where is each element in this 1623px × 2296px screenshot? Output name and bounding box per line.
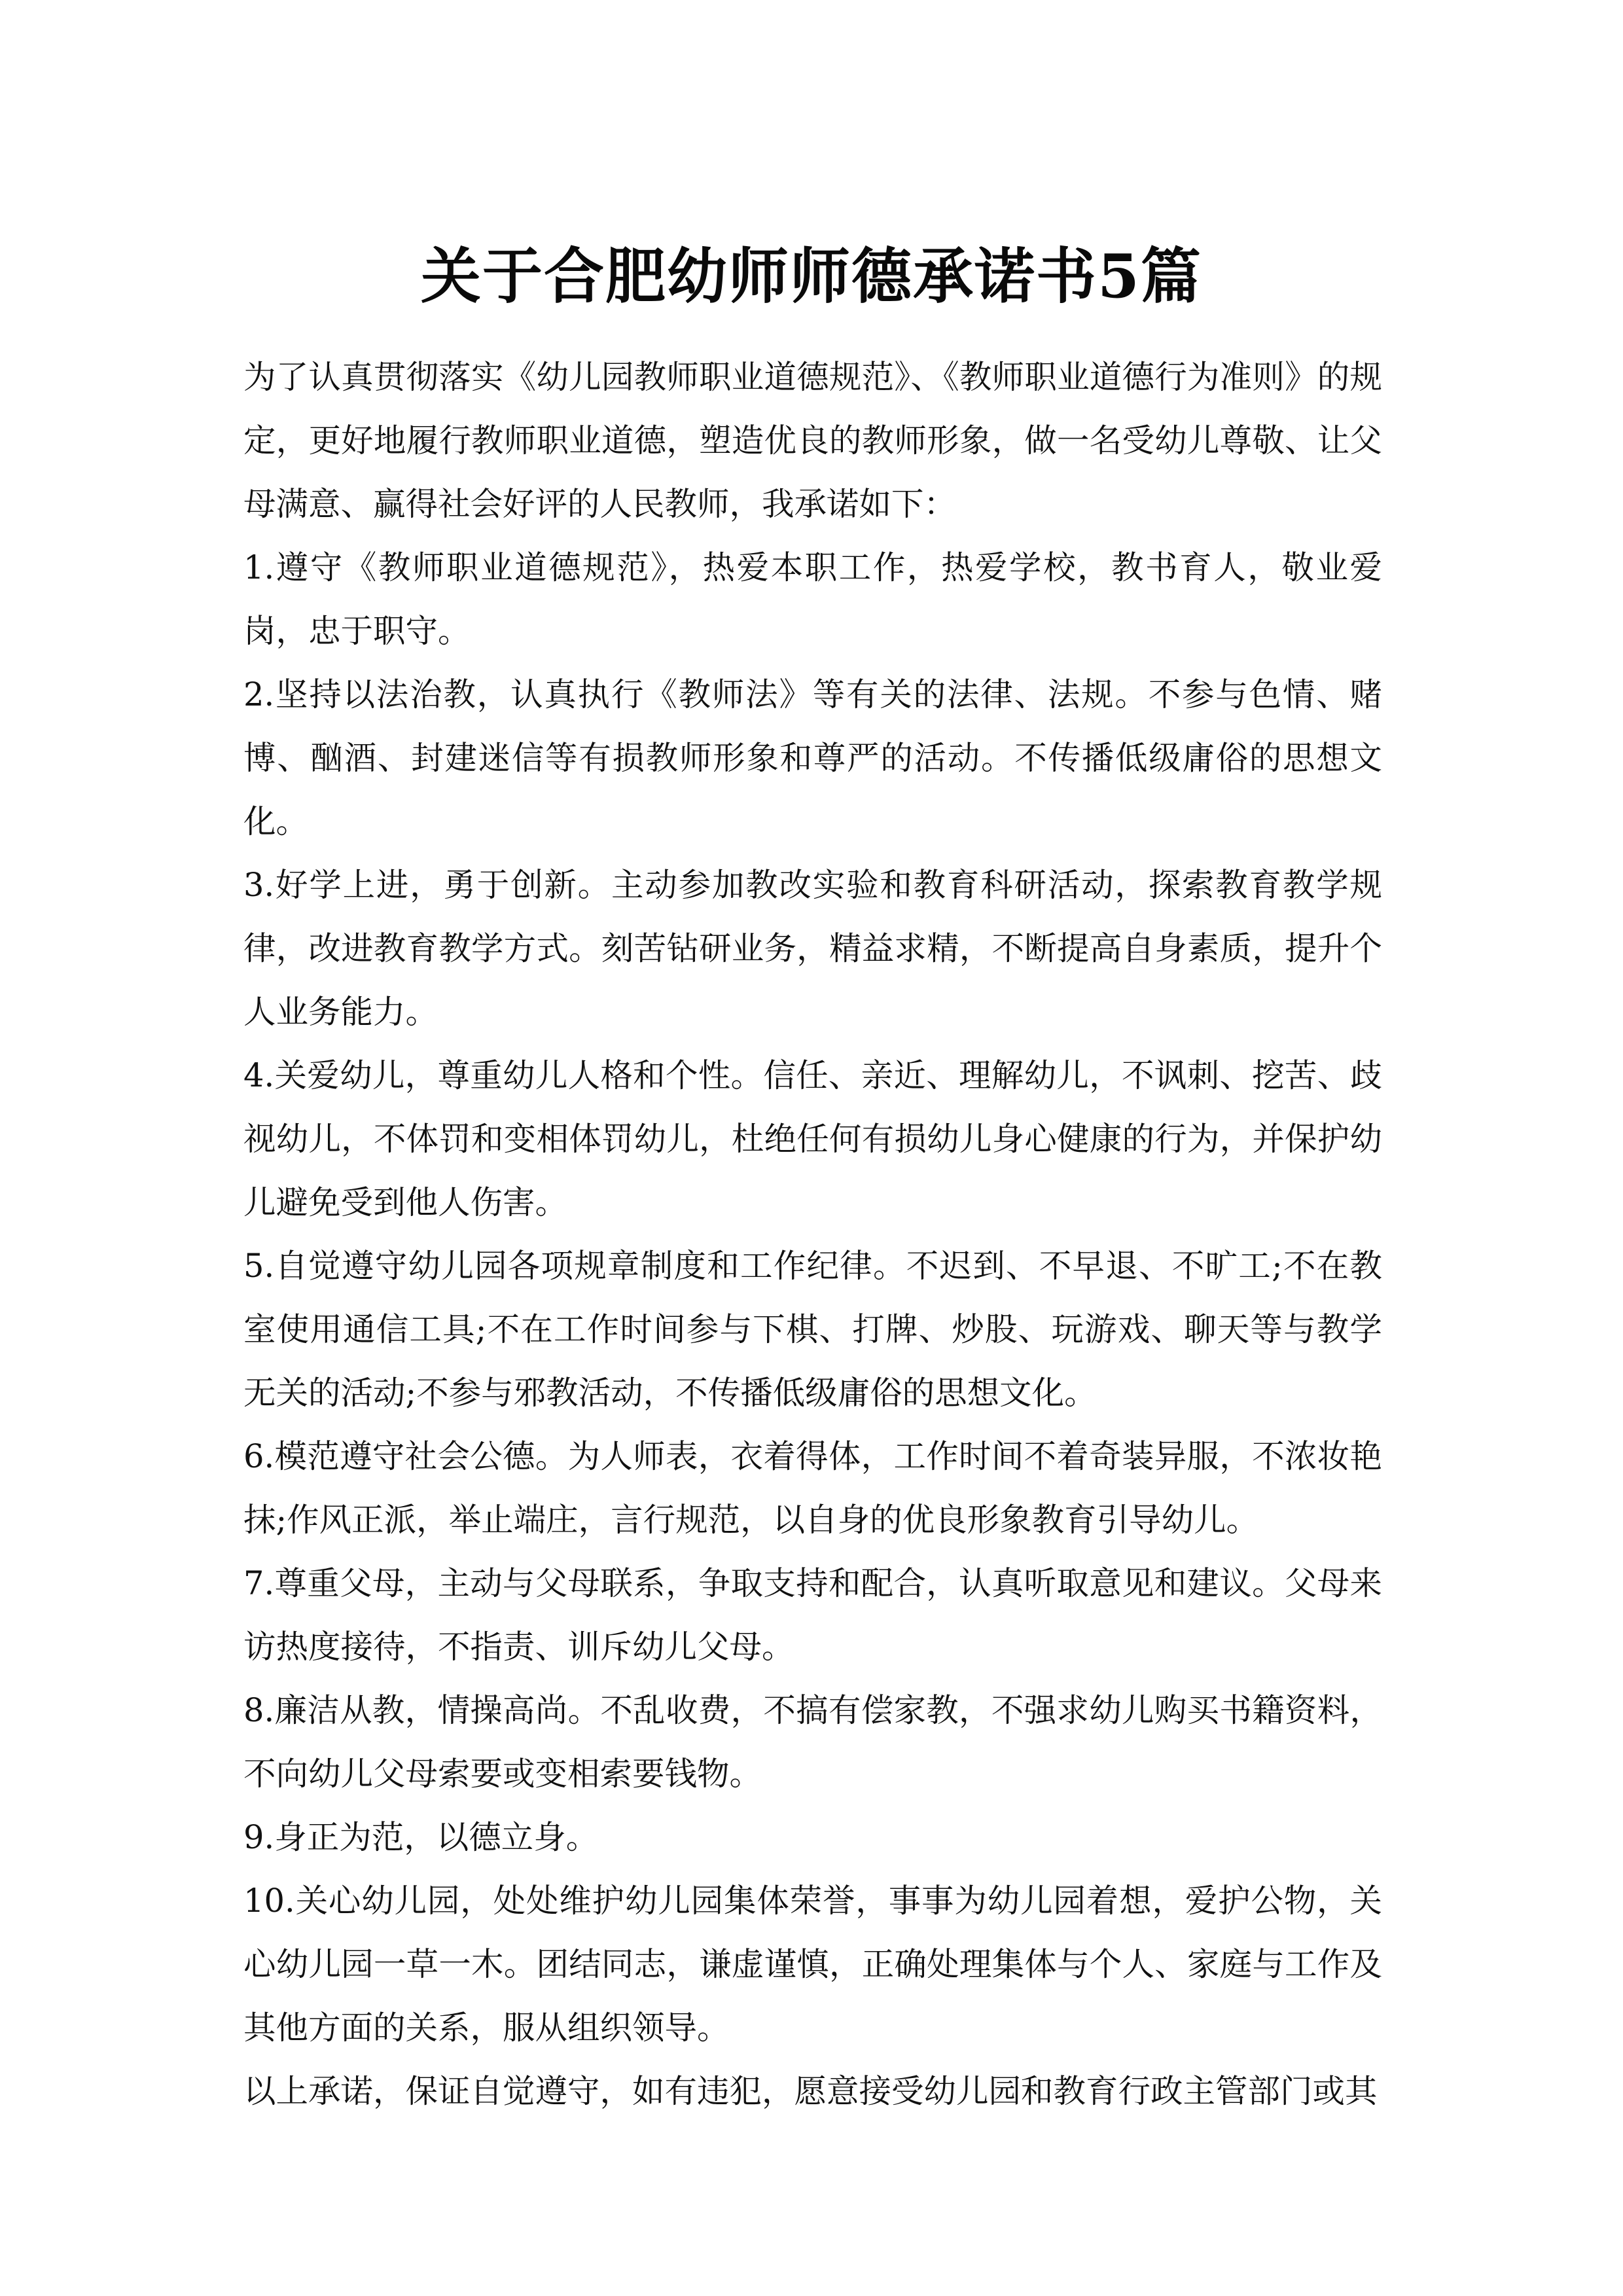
commitment-item-7: 7.尊重父母，主动与父母联系，争取支持和配合，认真听取意见和建议。父母来访热度接待，不指责、训斥幼儿父母。 — [243, 1564, 1382, 1666]
commitment-item-3: 3.好学上进，勇于创新。主动参加教改实验和教育科研活动，探索教育教学规律，改进教育教学方式。刻苦钻研业务，精益求精，不断提高自身素质，提升个人业务能力。 — [243, 866, 1382, 1031]
closing-paragraph: 以上承诺，保证自觉遵守，如有违犯，愿意接受幼儿园和教育行政主管部门或其 — [243, 2072, 1378, 2110]
commitment-item-1: 1.遵守《教师职业道德规范》，热爱本职工作，热爱学校，教书育人，敬业爱岗，忠于职守。 — [243, 548, 1382, 650]
commitment-item-2: 2.坚持以法治教，认真执行《教师法》等有关的法律、法规。不参与色情、赌博、酗酒、封建迷信等有损教师形象和尊严的活动。不传播低级庸俗的思想文化。 — [243, 675, 1382, 840]
document-title: 关于合肥幼师师德承诺书5篇 — [420, 240, 1202, 312]
document-body — [243, 346, 1382, 2123]
commitment-item-9: 9.身正为范，以德立身。 — [243, 1818, 599, 1856]
commitment-item-4: 4.关爱幼儿，尊重幼儿人格和个性。信任、亲近、理解幼儿，不讽刺、挖苦、歧视幼儿，不体罚和变相体罚幼儿，杜绝任何有损幼儿身心健康的行为，并保护幼儿避免受到他人伤害。 — [243, 1056, 1382, 1221]
intro-paragraph: 为了认真贯彻落实《幼儿园教师职业道德规范》、《教师职业道德行为准则》的规定，更好地履行教师职业道德，塑造优良的教师形象，做一名受幼儿尊敬、让父母满意、赢得社会好评的人民教师，我承诺如下： — [243, 358, 1382, 523]
commitment-item-6: 6.模范遵守社会公德。为人师表，衣着得体，工作时间不着奇装异服，不浓妆艳抹;作风正派，举止端庄，言行规范，以自身的优良形象教育引导幼儿。 — [243, 1437, 1382, 1539]
commitment-item-5: 5.自觉遵守幼儿园各项规章制度和工作纪律。不迟到、不早退、不旷工;不在教室使用通信工具;不在工作时间参与下棋、打牌、炒股、玩游戏、聊天等与教学无关的活动;不参与邪教活动，不传播低级庸俗的思想文化。 — [243, 1247, 1382, 1412]
commitment-item-8: 8.廉洁从教，情操高尚。不乱收费，不搞有偿家教，不强求幼儿购买书籍资料，不向幼儿父母索要或变相索要钱物。 — [243, 1691, 1382, 1793]
commitment-item-10: 10.关心幼儿园，处处维护幼儿园集体荣誉，事事为幼儿园着想，爱护公物，关心幼儿园一草一木。团结同志，谦虚谨慎，正确处理集体与个人、家庭与工作及其他方面的关系，服从组织领导。 — [243, 1882, 1382, 2047]
